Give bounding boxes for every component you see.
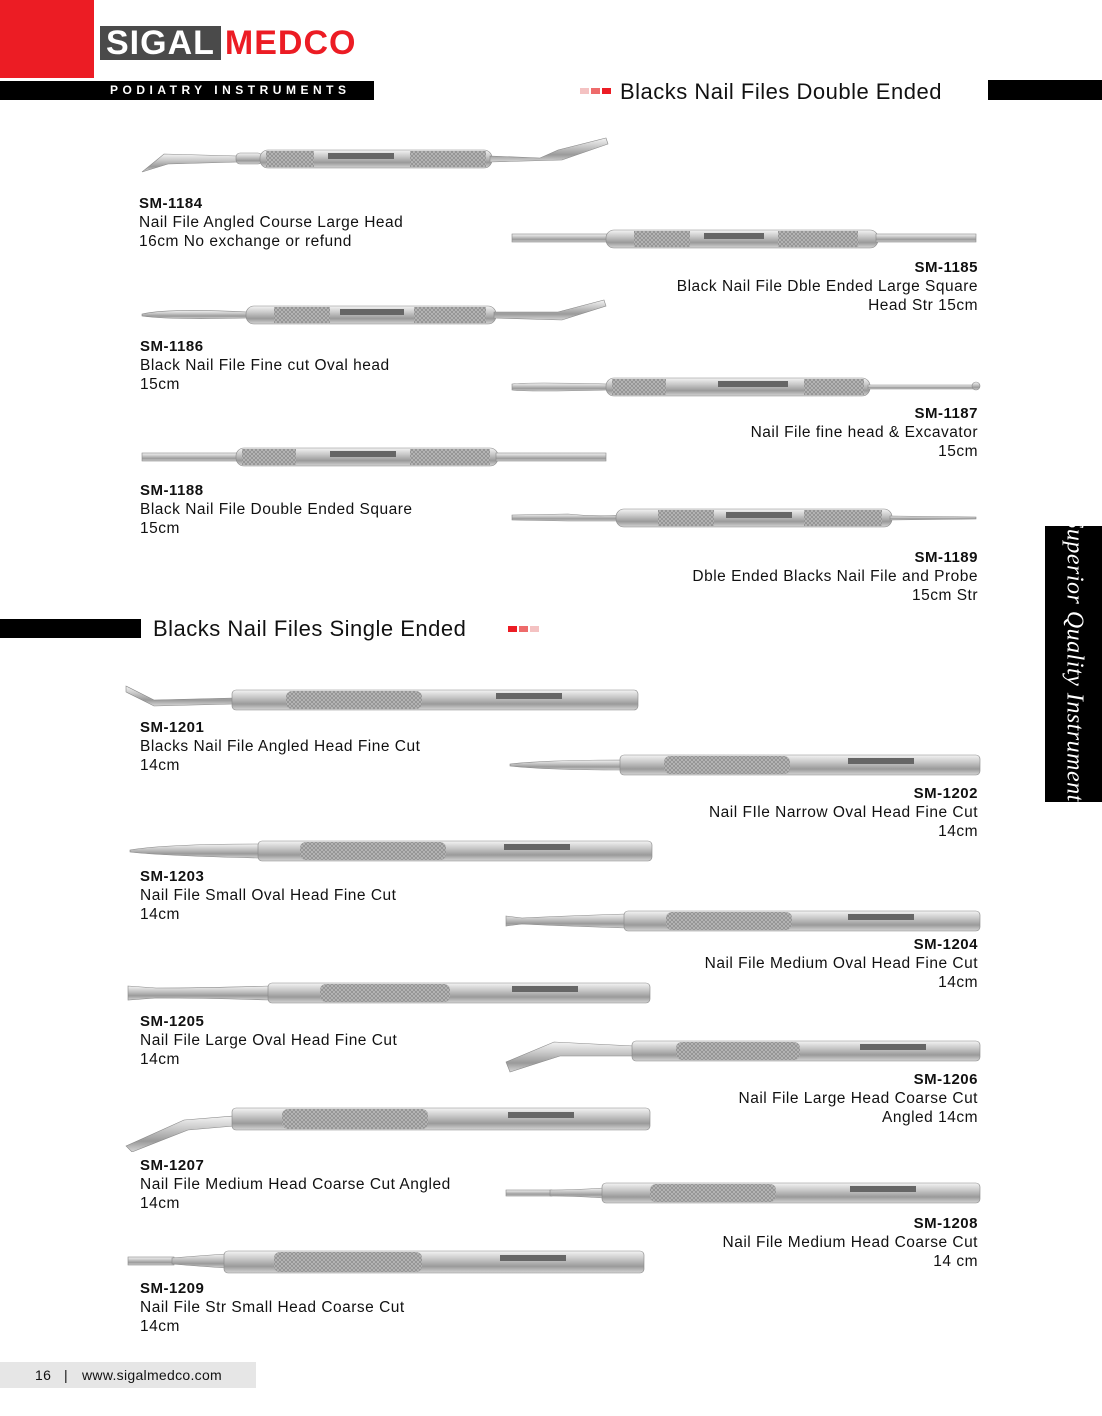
product-sm-1203 bbox=[140, 867, 396, 924]
product-code: SM-1188 bbox=[140, 482, 204, 499]
nail-file-instrument-icon bbox=[504, 1034, 984, 1074]
product-desc-line1: Nail File Medium Oval Head Fine Cut bbox=[704, 955, 978, 972]
product-code: SM-1184 bbox=[139, 195, 203, 212]
product-sm-1186 bbox=[140, 337, 390, 394]
product-code: SM-1204 bbox=[913, 936, 978, 953]
product-sm-1187 bbox=[751, 404, 978, 461]
product-desc-line1: Nail File Small Oval Head Fine Cut bbox=[140, 887, 397, 904]
product-sm-1188 bbox=[140, 481, 413, 538]
nail-file-instrument-icon bbox=[124, 1104, 654, 1152]
product-sm-1184 bbox=[139, 194, 403, 251]
product-sm-1208 bbox=[723, 1214, 978, 1271]
product-desc-line2: 15cm bbox=[140, 520, 180, 537]
section-title-double: Blacks Nail Files Double Ended bbox=[620, 79, 942, 104]
page-number: 16 bbox=[35, 1367, 52, 1383]
product-desc-line1: Nail File Large Head Coarse Cut bbox=[738, 1090, 978, 1107]
side-tab-text: Superior Quality Instruments bbox=[1061, 516, 1087, 812]
page-footer bbox=[0, 1362, 256, 1388]
product-desc-line2: 14cm bbox=[938, 823, 978, 840]
product-desc-line2: Head Str 15cm bbox=[868, 297, 978, 314]
section-bar-single bbox=[0, 619, 141, 638]
section-bar-double bbox=[988, 80, 1102, 100]
product-sm-1201 bbox=[140, 718, 420, 775]
nail-file-instrument-icon bbox=[138, 298, 610, 328]
product-desc-line2: 14cm bbox=[140, 1051, 180, 1068]
product-desc-line2: 14 cm bbox=[933, 1253, 978, 1270]
product-desc-line2: 14cm bbox=[140, 1318, 180, 1335]
product-code: SM-1206 bbox=[913, 1071, 978, 1088]
nail-file-instrument-icon bbox=[504, 1180, 984, 1206]
product-desc-line1: Nail FIle Narrow Oval Head Fine Cut bbox=[708, 804, 978, 821]
red-corner-block bbox=[0, 0, 94, 78]
product-desc-line1: Nail File Medium Head Coarse Cut bbox=[722, 1234, 978, 1251]
brand-logo bbox=[100, 24, 356, 62]
logo-part-2: MEDCO bbox=[224, 24, 357, 62]
product-sm-1207 bbox=[140, 1156, 451, 1213]
logo-part-1: SIGAL bbox=[100, 26, 221, 60]
product-desc-line2: 15cm bbox=[938, 443, 978, 460]
nail-file-instrument-icon bbox=[502, 906, 984, 936]
product-sm-1206 bbox=[739, 1070, 979, 1127]
product-desc-line2: 14cm bbox=[140, 906, 180, 923]
product-code: SM-1187 bbox=[914, 405, 978, 422]
product-desc-line1: Nail File Medium Head Coarse Cut Angled bbox=[140, 1176, 451, 1193]
product-desc-line1: Nail File fine head & Excavator bbox=[750, 424, 978, 441]
product-desc-line1: Black Nail File Dble Ended Large Square bbox=[676, 278, 978, 295]
product-desc-line1: Blacks Nail File Angled Head Fine Cut bbox=[140, 738, 421, 755]
product-desc-line2: 14cm bbox=[140, 1195, 180, 1212]
product-code: SM-1186 bbox=[140, 338, 204, 355]
product-code: SM-1201 bbox=[140, 719, 205, 736]
nail-file-instrument-icon bbox=[508, 374, 984, 400]
product-desc-line1: Nail File Large Oval Head Fine Cut bbox=[140, 1032, 398, 1049]
product-sm-1189 bbox=[692, 548, 978, 605]
product-code: SM-1185 bbox=[914, 259, 978, 276]
nail-file-instrument-icon bbox=[508, 505, 980, 531]
tagline: PODIATRY INSTRUMENTS bbox=[110, 83, 351, 97]
product-desc-line1: Nail File Angled Course Large Head bbox=[139, 214, 404, 231]
side-tab bbox=[1045, 516, 1102, 812]
nail-file-instrument-icon bbox=[124, 682, 642, 714]
product-sm-1205 bbox=[140, 1012, 397, 1069]
nail-file-instrument-icon bbox=[138, 134, 610, 180]
product-desc-line2: 14cm bbox=[140, 757, 180, 774]
section-title-single: Blacks Nail Files Single Ended bbox=[153, 616, 467, 641]
product-sm-1185 bbox=[677, 258, 978, 315]
product-sm-1204 bbox=[705, 935, 978, 992]
product-sm-1209 bbox=[140, 1279, 405, 1336]
product-desc-line2: 15cm Str bbox=[911, 587, 978, 604]
title-squares bbox=[508, 626, 539, 632]
product-code: SM-1207 bbox=[140, 1157, 205, 1174]
product-desc-line1: Dble Ended Blacks Nail File and Probe bbox=[692, 568, 978, 585]
product-desc-line1: Black Nail File Double Ended Square bbox=[140, 501, 413, 518]
title-squares bbox=[580, 88, 611, 94]
product-desc-line2: Angled 14cm bbox=[882, 1109, 978, 1126]
product-code: SM-1209 bbox=[140, 1280, 205, 1297]
nail-file-instrument-icon bbox=[506, 750, 984, 778]
nail-file-instrument-icon bbox=[138, 444, 610, 470]
website-link[interactable]: www.sigalmedco.com bbox=[82, 1367, 222, 1383]
product-desc-line2: 15cm bbox=[140, 376, 180, 393]
product-desc-line1: Nail File Str Small Head Coarse Cut bbox=[140, 1299, 405, 1316]
product-code: SM-1203 bbox=[140, 868, 205, 885]
product-sm-1202 bbox=[709, 784, 978, 841]
nail-file-instrument-icon bbox=[126, 1248, 648, 1276]
product-code: SM-1208 bbox=[913, 1215, 978, 1232]
footer-separator: | bbox=[64, 1367, 68, 1383]
product-desc-line1: Black Nail File Fine cut Oval head bbox=[140, 357, 390, 374]
product-desc-line2: 14cm bbox=[938, 974, 978, 991]
nail-file-instrument-icon bbox=[126, 978, 654, 1008]
product-code: SM-1202 bbox=[913, 785, 978, 802]
product-desc-line2: 16cm No exchange or refund bbox=[139, 233, 352, 250]
nail-file-instrument-icon bbox=[508, 226, 980, 252]
tagline-bar bbox=[0, 81, 374, 100]
product-code: SM-1189 bbox=[914, 549, 978, 566]
product-code: SM-1205 bbox=[140, 1013, 205, 1030]
nail-file-instrument-icon bbox=[126, 836, 656, 866]
